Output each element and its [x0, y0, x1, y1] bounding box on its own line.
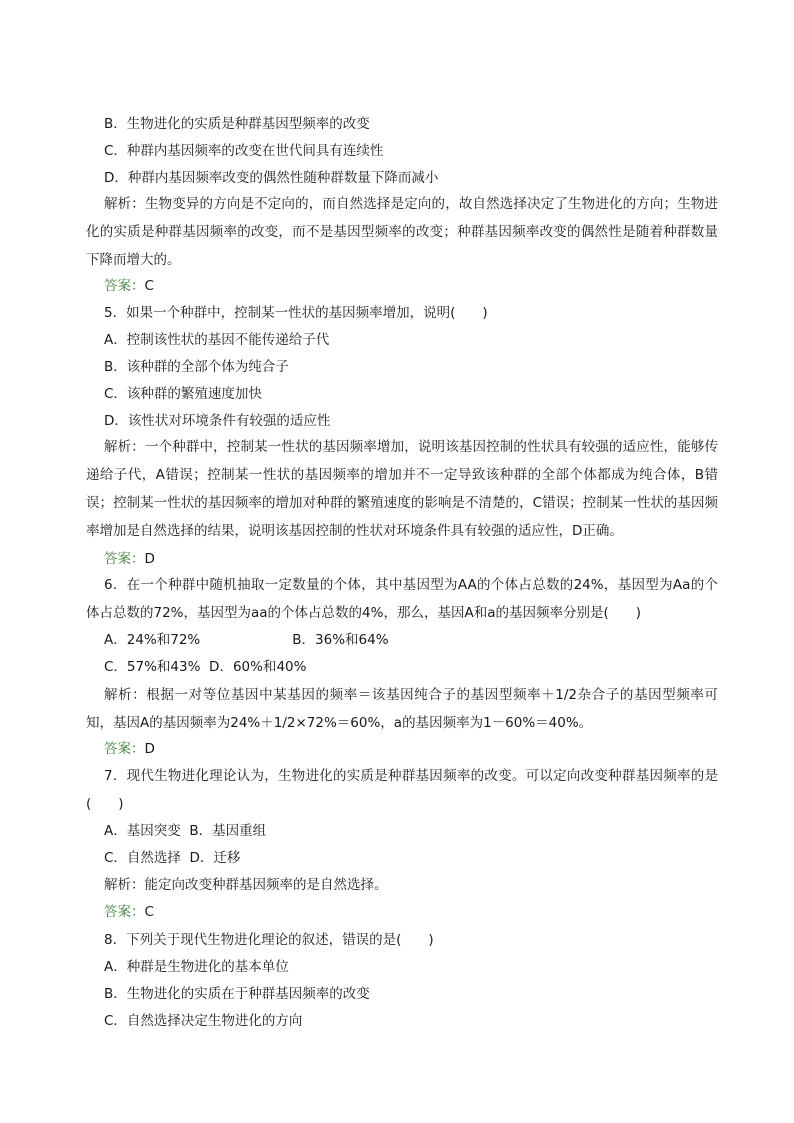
answer-label: 答案：	[104, 904, 145, 920]
q5-option-b: B．该种群的全部个体为纯合子	[104, 359, 289, 375]
answer-value: D	[144, 741, 155, 757]
q5-stem: 5．如果一个种群中，控制某一性状的基因频率增加，说明( )	[104, 305, 488, 321]
q7-options-row-2	[104, 848, 240, 868]
q8-option-b: B．生物进化的实质在于种群基因频率的改变	[104, 986, 370, 1002]
q6-option-c: C．57%和43%	[104, 659, 201, 675]
q7-stem: 7．现代生物进化理论认为，生物进化的实质是种群基因频率的改变。可以定向改变种群基因频率的是( )	[86, 768, 718, 812]
q6-stem: 6．在一个种群中随机抽取一定数量的个体，其中基因型为AA的个体占总数的24%，基因型为Aa的个体占总数的72%，基因型为aa的个体占总数的4%，那么，基因A和a的基因频率分别是( )	[86, 577, 718, 621]
q7-answer	[104, 902, 154, 922]
q8-option-a: A．种群是生物进化的基本单位	[104, 959, 289, 975]
q7-analysis: 解析：能定向改变种群基因频率的是自然选择。	[104, 877, 388, 893]
q8-option-c: C．自然选择决定生物进化的方向	[104, 1013, 303, 1029]
q5-option-d: D．该性状对环境条件有较强的适应性	[104, 413, 331, 429]
q5-answer	[104, 549, 155, 569]
q4-option-d: D．种群内基因频率改变的偶然性随种群数量下降而减小	[104, 170, 439, 186]
q7-option-b: B．基因重组	[189, 823, 267, 839]
answer-value: D	[144, 551, 155, 567]
q6-option-d: D．60%和40%	[209, 659, 307, 675]
q4-analysis: 解析：生物变异的方向是不定向的，而自然选择是定向的，故自然选择决定了生物进化的方向；生物进化的实质是种群基因频率的改变，而不是基因型频率的改变；种群基因频率改变的偶然性是随着种群数量下降而增大的。	[86, 196, 718, 268]
q6-options-row-2	[104, 657, 306, 677]
answer-label: 答案：	[104, 278, 145, 294]
q4-answer	[104, 276, 154, 296]
q8-stem: 8．下列关于现代生物进化理论的叙述，错误的是( )	[104, 932, 434, 948]
answer-value: C	[144, 278, 154, 294]
q7-option-a: A．基因突变	[104, 823, 181, 839]
q6-option-a: A．24%和72%	[104, 632, 201, 648]
q5-analysis: 解析：一个种群中，控制某一性状的基因频率增加，说明该基因控制的性状具有较强的适应性，能够传递给子代，A错误；控制某一性状的基因频率的增加并不一定导致该种群的全部个体都成为纯合体，B错误；控制某一性状的基因频率的增加对种群的繁殖速度的影响是不清楚的，C错误；控制某一性状的基因频率增加是自然选择的结果，说明该基因控制的性状对环境条件具有较强的适应性，D正确。	[86, 439, 718, 539]
answer-label: 答案：	[104, 551, 145, 567]
answer-label: 答案：	[104, 741, 145, 757]
q4-option-c: C．种群内基因频率的改变在世代间具有连续性	[104, 143, 384, 159]
answer-value: C	[144, 904, 154, 920]
q6-answer	[104, 739, 155, 759]
q7-option-d: D．迁移	[189, 850, 241, 866]
q6-options-row-1	[104, 630, 389, 650]
q7-option-c: C．自然选择	[104, 850, 181, 866]
q7-options-row-1	[104, 821, 266, 841]
q5-option-c: C．该种群的繁殖速度加快	[104, 386, 262, 402]
q5-option-a: A．控制该性状的基因不能传递给子代	[104, 332, 330, 348]
q6-option-b: B．36%和64%	[292, 632, 389, 648]
q6-analysis: 解析：根据一对等位基因中某基因的频率＝该基因纯合子的基因型频率＋1/2杂合子的基因型频率可知，基因A的基因频率为24%＋1/2×72%＝60%，a的基因频率为1－60%＝40%。	[86, 687, 718, 731]
q4-option-b: B．生物进化的实质是种群基因型频率的改变	[104, 116, 370, 132]
